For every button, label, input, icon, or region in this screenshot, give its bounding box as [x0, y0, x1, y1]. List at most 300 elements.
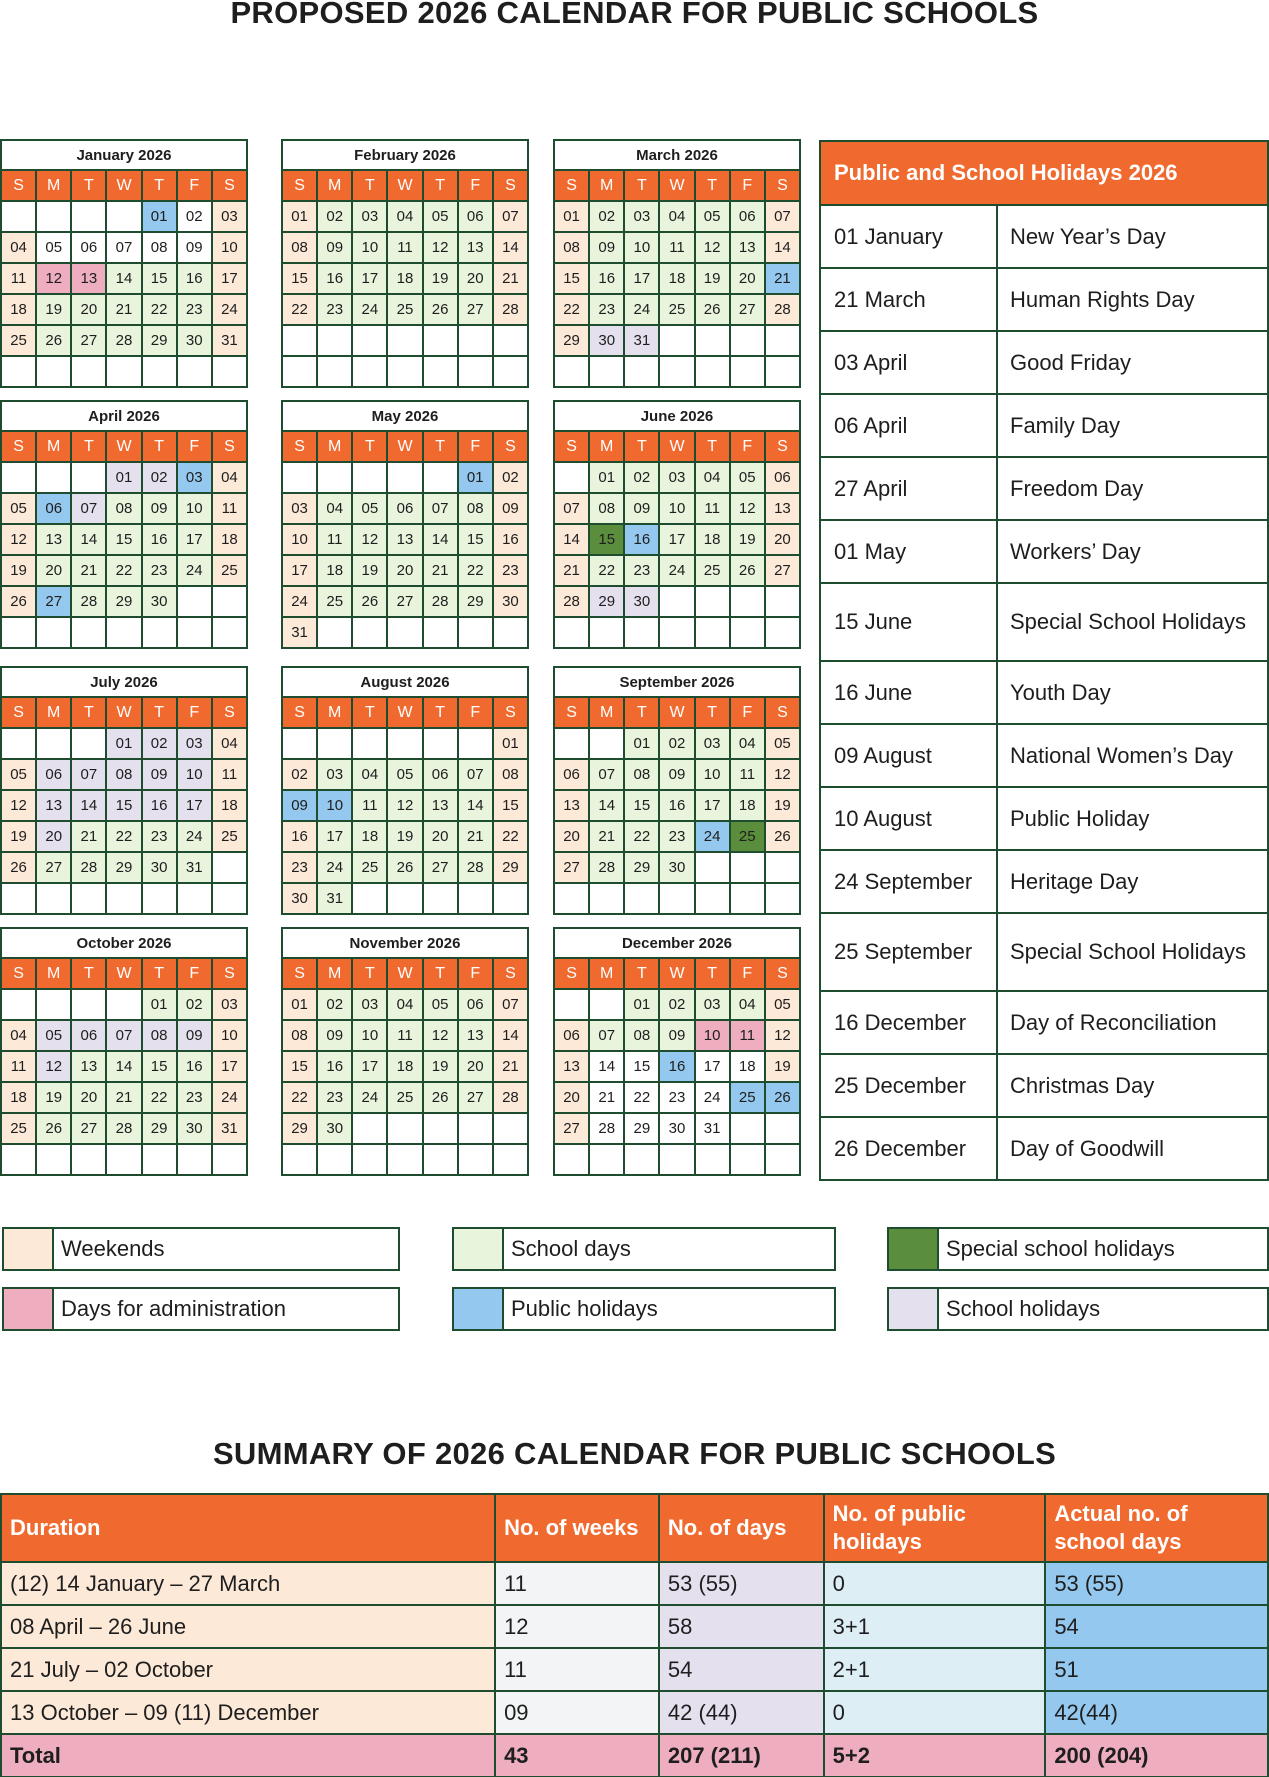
- day-cell: 17: [353, 264, 386, 293]
- day-cell: 09: [660, 1021, 693, 1050]
- day-cell: 05: [766, 729, 799, 758]
- empty-day-cell: [178, 618, 211, 647]
- weekday-header: M: [37, 171, 70, 200]
- day-cell: 31: [213, 326, 246, 355]
- weekday-header: T: [353, 432, 386, 461]
- day-cell: 22: [625, 822, 658, 851]
- day-cell: 07: [555, 494, 588, 523]
- total-actual-school-days: 200 (204): [1045, 1734, 1268, 1777]
- weekday-header: S: [494, 171, 527, 200]
- day-cell: 21: [555, 556, 588, 585]
- day-cell: 30: [178, 1114, 211, 1143]
- weekday-header: M: [37, 698, 70, 727]
- day-cell: 06: [555, 760, 588, 789]
- day-cell: 07: [459, 760, 492, 789]
- day-cell: 19: [424, 264, 457, 293]
- day-cell: 23: [178, 295, 211, 324]
- weekday-header: S: [283, 959, 316, 988]
- empty-day-cell: [459, 884, 492, 913]
- empty-day-cell: [353, 326, 386, 355]
- day-cell: 26: [696, 295, 729, 324]
- weekday-header: T: [143, 171, 176, 200]
- day-cell: 30: [625, 587, 658, 616]
- day-cell: 05: [696, 202, 729, 231]
- day-cell: 18: [318, 556, 351, 585]
- cell-actual-school-days: 51: [1045, 1648, 1268, 1691]
- day-cell: 23: [625, 556, 658, 585]
- day-cell: 21: [590, 822, 623, 851]
- empty-day-cell: [590, 884, 623, 913]
- day-cell: 14: [107, 1052, 140, 1081]
- day-cell: 12: [766, 1021, 799, 1050]
- day-cell: 09: [283, 791, 316, 820]
- weekday-header: W: [388, 432, 421, 461]
- day-cell: 24: [696, 822, 729, 851]
- day-cell: 13: [37, 791, 70, 820]
- day-cell: 06: [731, 202, 764, 231]
- legend-days-for-administration: [2, 1287, 400, 1331]
- day-cell: 15: [143, 264, 176, 293]
- month-title: May 2026: [283, 402, 527, 430]
- day-cell: 03: [696, 990, 729, 1019]
- day-cell: 15: [459, 525, 492, 554]
- month-june: [553, 400, 801, 649]
- day-cell: 10: [353, 233, 386, 262]
- weekday-header: F: [731, 959, 764, 988]
- month-december: [553, 927, 801, 1176]
- day-cell: 17: [625, 264, 658, 293]
- holidays-title: Public and School Holidays 2026: [821, 142, 1267, 204]
- day-cell: 09: [494, 494, 527, 523]
- holiday-date: 15 June: [821, 584, 996, 660]
- legend-label: School days: [511, 1236, 631, 1261]
- day-cell: 22: [494, 822, 527, 851]
- day-cell: 12: [353, 525, 386, 554]
- empty-day-cell: [696, 853, 729, 882]
- day-cell: 03: [283, 494, 316, 523]
- day-cell: 19: [696, 264, 729, 293]
- empty-day-cell: [696, 326, 729, 355]
- day-cell: 13: [388, 525, 421, 554]
- empty-day-cell: [660, 618, 693, 647]
- day-cell: 20: [459, 1052, 492, 1081]
- day-cell: 04: [731, 729, 764, 758]
- empty-day-cell: [459, 618, 492, 647]
- day-cell: 24: [696, 1083, 729, 1112]
- day-cell: 10: [696, 760, 729, 789]
- weekday-header: T: [424, 959, 457, 988]
- day-cell: 26: [424, 295, 457, 324]
- day-cell: 10: [353, 1021, 386, 1050]
- weekday-header: M: [318, 171, 351, 200]
- holiday-row: [821, 992, 1267, 1053]
- day-cell: 20: [72, 295, 105, 324]
- cell-duration: (12) 14 January – 27 March: [1, 1562, 495, 1605]
- day-cell: 09: [318, 233, 351, 262]
- day-cell: 11: [731, 1021, 764, 1050]
- holiday-name: Day of Reconciliation: [998, 992, 1267, 1053]
- cell-actual-school-days: 54: [1045, 1605, 1268, 1648]
- day-cell: 09: [625, 494, 658, 523]
- empty-day-cell: [696, 618, 729, 647]
- cell-actual-school-days: 42(44): [1045, 1691, 1268, 1734]
- day-cell: 24: [178, 822, 211, 851]
- day-cell: 03: [318, 760, 351, 789]
- day-cell: 20: [555, 822, 588, 851]
- day-cell: 01: [590, 463, 623, 492]
- day-cell: 29: [555, 326, 588, 355]
- day-cell: 02: [178, 990, 211, 1019]
- weekday-header: T: [424, 432, 457, 461]
- holiday-date: 16 December: [821, 992, 996, 1053]
- day-cell: 26: [388, 853, 421, 882]
- day-cell: 01: [283, 202, 316, 231]
- day-cell: 26: [37, 1114, 70, 1143]
- day-cell: 17: [213, 264, 246, 293]
- empty-day-cell: [37, 884, 70, 913]
- cell-weeks: 11: [495, 1648, 659, 1691]
- empty-day-cell: [107, 884, 140, 913]
- day-cell: 06: [459, 990, 492, 1019]
- empty-day-cell: [318, 357, 351, 386]
- day-cell: 21: [424, 556, 457, 585]
- day-cell: 16: [283, 822, 316, 851]
- day-cell: 07: [494, 990, 527, 1019]
- weekday-header: F: [459, 432, 492, 461]
- day-cell: 02: [660, 729, 693, 758]
- empty-day-cell: [388, 326, 421, 355]
- empty-day-cell: [213, 618, 246, 647]
- day-cell: 15: [283, 1052, 316, 1081]
- weekday-header: S: [213, 171, 246, 200]
- empty-day-cell: [143, 618, 176, 647]
- day-cell: 14: [72, 791, 105, 820]
- day-cell: 12: [37, 264, 70, 293]
- weekday-header: F: [731, 698, 764, 727]
- empty-day-cell: [213, 884, 246, 913]
- weekday-header: M: [37, 959, 70, 988]
- day-cell: 19: [2, 822, 35, 851]
- day-cell: 15: [625, 1052, 658, 1081]
- holiday-name: Heritage Day: [998, 851, 1267, 912]
- weekday-header: T: [72, 171, 105, 200]
- day-cell: 13: [72, 264, 105, 293]
- weekday-header: S: [494, 432, 527, 461]
- day-cell: 05: [766, 990, 799, 1019]
- day-cell: 08: [459, 494, 492, 523]
- day-cell: 13: [555, 1052, 588, 1081]
- day-cell: 15: [494, 791, 527, 820]
- weekday-header: M: [590, 698, 623, 727]
- day-cell: 08: [494, 760, 527, 789]
- day-cell: 11: [388, 1021, 421, 1050]
- day-cell: 06: [555, 1021, 588, 1050]
- weekday-header: T: [72, 698, 105, 727]
- empty-day-cell: [353, 1145, 386, 1174]
- day-cell: 25: [731, 822, 764, 851]
- empty-day-cell: [178, 884, 211, 913]
- day-cell: 01: [107, 729, 140, 758]
- day-cell: 12: [2, 791, 35, 820]
- day-cell: 19: [766, 1052, 799, 1081]
- weekday-header: W: [388, 698, 421, 727]
- day-cell: 07: [72, 494, 105, 523]
- weekday-header: S: [213, 959, 246, 988]
- day-cell: 11: [318, 525, 351, 554]
- day-cell: 29: [143, 326, 176, 355]
- day-cell: 12: [731, 494, 764, 523]
- empty-day-cell: [37, 1145, 70, 1174]
- month-july: [0, 666, 248, 915]
- legend-school-holidays: [887, 1287, 1269, 1331]
- empty-day-cell: [555, 729, 588, 758]
- day-cell: 09: [178, 233, 211, 262]
- empty-day-cell: [555, 884, 588, 913]
- holiday-row: [821, 332, 1267, 393]
- day-cell: 06: [388, 494, 421, 523]
- day-cell: 28: [590, 853, 623, 882]
- day-cell: 01: [107, 463, 140, 492]
- holiday-name: Workers’ Day: [998, 521, 1267, 582]
- day-cell: 04: [388, 202, 421, 231]
- empty-day-cell: [424, 326, 457, 355]
- legend-label: Weekends: [61, 1236, 165, 1261]
- day-cell: 05: [424, 990, 457, 1019]
- empty-day-cell: [494, 618, 527, 647]
- day-cell: 16: [494, 525, 527, 554]
- day-cell: 19: [353, 556, 386, 585]
- empty-day-cell: [766, 357, 799, 386]
- day-cell: 27: [72, 1114, 105, 1143]
- empty-day-cell: [731, 1145, 764, 1174]
- holiday-row: [821, 1118, 1267, 1179]
- total-weeks: 43: [495, 1734, 659, 1777]
- day-cell: 09: [143, 760, 176, 789]
- day-cell: 17: [696, 791, 729, 820]
- empty-day-cell: [660, 587, 693, 616]
- empty-day-cell: [353, 618, 386, 647]
- legend-label: Special school holidays: [946, 1236, 1175, 1261]
- empty-day-cell: [37, 357, 70, 386]
- weekday-header: T: [353, 171, 386, 200]
- weekday-header: S: [2, 698, 35, 727]
- weekday-header: T: [625, 432, 658, 461]
- empty-day-cell: [388, 463, 421, 492]
- day-cell: 14: [494, 1021, 527, 1050]
- day-cell: 23: [318, 1083, 351, 1112]
- day-cell: 20: [731, 264, 764, 293]
- holiday-name: Good Friday: [998, 332, 1267, 393]
- holiday-name: National Women’s Day: [998, 725, 1267, 786]
- day-cell: 15: [625, 791, 658, 820]
- empty-day-cell: [72, 618, 105, 647]
- day-cell: 23: [178, 1083, 211, 1112]
- empty-day-cell: [590, 990, 623, 1019]
- day-cell: 21: [590, 1083, 623, 1112]
- empty-day-cell: [318, 1145, 351, 1174]
- empty-day-cell: [37, 990, 70, 1019]
- day-cell: 27: [459, 1083, 492, 1112]
- header-days: No. of days: [659, 1494, 824, 1562]
- empty-day-cell: [494, 1114, 527, 1143]
- holiday-date: 25 December: [821, 1055, 996, 1116]
- day-cell: 25: [318, 587, 351, 616]
- empty-day-cell: [72, 990, 105, 1019]
- day-cell: 22: [283, 1083, 316, 1112]
- holidays-panel: [819, 140, 1269, 1181]
- empty-day-cell: [590, 729, 623, 758]
- holiday-date: 26 December: [821, 1118, 996, 1179]
- holiday-name: Family Day: [998, 395, 1267, 456]
- empty-day-cell: [625, 1145, 658, 1174]
- legend-school-days: [452, 1227, 836, 1271]
- day-cell: 22: [555, 295, 588, 324]
- month-title: July 2026: [2, 668, 246, 696]
- empty-day-cell: [459, 1114, 492, 1143]
- empty-day-cell: [37, 463, 70, 492]
- empty-day-cell: [72, 202, 105, 231]
- weekday-header: T: [625, 959, 658, 988]
- weekday-header: T: [143, 698, 176, 727]
- day-cell: 07: [590, 760, 623, 789]
- day-cell: 16: [660, 1052, 693, 1081]
- day-cell: 23: [318, 295, 351, 324]
- day-cell: 21: [459, 822, 492, 851]
- day-cell: 15: [143, 1052, 176, 1081]
- holiday-date: 03 April: [821, 332, 996, 393]
- month-title: March 2026: [555, 141, 799, 169]
- weekday-header: S: [766, 432, 799, 461]
- day-cell: 22: [625, 1083, 658, 1112]
- day-cell: 28: [555, 587, 588, 616]
- empty-day-cell: [318, 729, 351, 758]
- day-cell: 24: [318, 853, 351, 882]
- table-row: [1, 1691, 1268, 1734]
- empty-day-cell: [2, 202, 35, 231]
- empty-day-cell: [178, 1145, 211, 1174]
- holiday-row: [821, 395, 1267, 456]
- day-cell: 02: [178, 202, 211, 231]
- day-cell: 16: [625, 525, 658, 554]
- empty-day-cell: [625, 618, 658, 647]
- empty-day-cell: [555, 1145, 588, 1174]
- day-cell: 01: [143, 990, 176, 1019]
- weekday-header: W: [107, 432, 140, 461]
- month-february: [281, 139, 529, 388]
- day-cell: 12: [424, 233, 457, 262]
- weekday-header: T: [353, 698, 386, 727]
- weekday-header: M: [318, 698, 351, 727]
- day-cell: 16: [660, 791, 693, 820]
- empty-day-cell: [2, 618, 35, 647]
- empty-day-cell: [625, 357, 658, 386]
- day-cell: 05: [388, 760, 421, 789]
- weekday-header: F: [731, 432, 764, 461]
- header-weeks: No. of weeks: [495, 1494, 659, 1562]
- day-cell: 05: [2, 494, 35, 523]
- cell-public-holidays: 0: [824, 1562, 1046, 1605]
- day-cell: 27: [555, 1114, 588, 1143]
- holiday-date: 06 April: [821, 395, 996, 456]
- day-cell: 02: [318, 202, 351, 231]
- empty-day-cell: [660, 326, 693, 355]
- empty-day-cell: [424, 357, 457, 386]
- empty-day-cell: [555, 618, 588, 647]
- holiday-row: [821, 914, 1267, 990]
- header-actual-school-days: Actual no. of school days: [1045, 1494, 1268, 1562]
- day-cell: 14: [72, 525, 105, 554]
- day-cell: 16: [178, 264, 211, 293]
- weekday-header: W: [660, 959, 693, 988]
- day-cell: 25: [213, 822, 246, 851]
- empty-day-cell: [213, 357, 246, 386]
- day-cell: 08: [143, 1021, 176, 1050]
- day-cell: 30: [178, 326, 211, 355]
- weekday-header: T: [353, 959, 386, 988]
- day-cell: 28: [590, 1114, 623, 1143]
- day-cell: 27: [72, 326, 105, 355]
- day-cell: 17: [660, 525, 693, 554]
- day-cell: 01: [625, 729, 658, 758]
- day-cell: 06: [459, 202, 492, 231]
- day-cell: 29: [625, 1114, 658, 1143]
- day-cell: 12: [766, 760, 799, 789]
- day-cell: 05: [424, 202, 457, 231]
- weekday-header: T: [696, 432, 729, 461]
- empty-day-cell: [731, 853, 764, 882]
- day-cell: 23: [660, 1083, 693, 1112]
- month-january: [0, 139, 248, 388]
- day-cell: 11: [731, 760, 764, 789]
- empty-day-cell: [283, 357, 316, 386]
- empty-day-cell: [107, 990, 140, 1019]
- day-cell: 17: [178, 525, 211, 554]
- empty-day-cell: [283, 1145, 316, 1174]
- empty-day-cell: [72, 884, 105, 913]
- empty-day-cell: [731, 326, 764, 355]
- day-cell: 05: [37, 1021, 70, 1050]
- empty-day-cell: [72, 463, 105, 492]
- empty-day-cell: [494, 1145, 527, 1174]
- day-cell: 06: [37, 760, 70, 789]
- empty-day-cell: [353, 884, 386, 913]
- day-cell: 25: [696, 556, 729, 585]
- day-cell: 30: [143, 587, 176, 616]
- day-cell: 19: [388, 822, 421, 851]
- weekday-header: T: [72, 432, 105, 461]
- empty-day-cell: [2, 357, 35, 386]
- weekday-header: F: [459, 171, 492, 200]
- holiday-row: [821, 788, 1267, 849]
- empty-day-cell: [459, 729, 492, 758]
- day-cell: 23: [660, 822, 693, 851]
- day-cell: 24: [660, 556, 693, 585]
- weekday-header: F: [178, 171, 211, 200]
- weekday-header: S: [766, 698, 799, 727]
- day-cell: 14: [107, 264, 140, 293]
- day-cell: 17: [213, 1052, 246, 1081]
- day-cell: 08: [283, 233, 316, 262]
- day-cell: 15: [283, 264, 316, 293]
- weekday-header: W: [107, 959, 140, 988]
- day-cell: 03: [625, 202, 658, 231]
- day-cell: 05: [2, 760, 35, 789]
- legend-swatch: [4, 1289, 54, 1329]
- day-cell: 07: [766, 202, 799, 231]
- weekday-header: W: [388, 959, 421, 988]
- empty-day-cell: [555, 357, 588, 386]
- day-cell: 03: [353, 202, 386, 231]
